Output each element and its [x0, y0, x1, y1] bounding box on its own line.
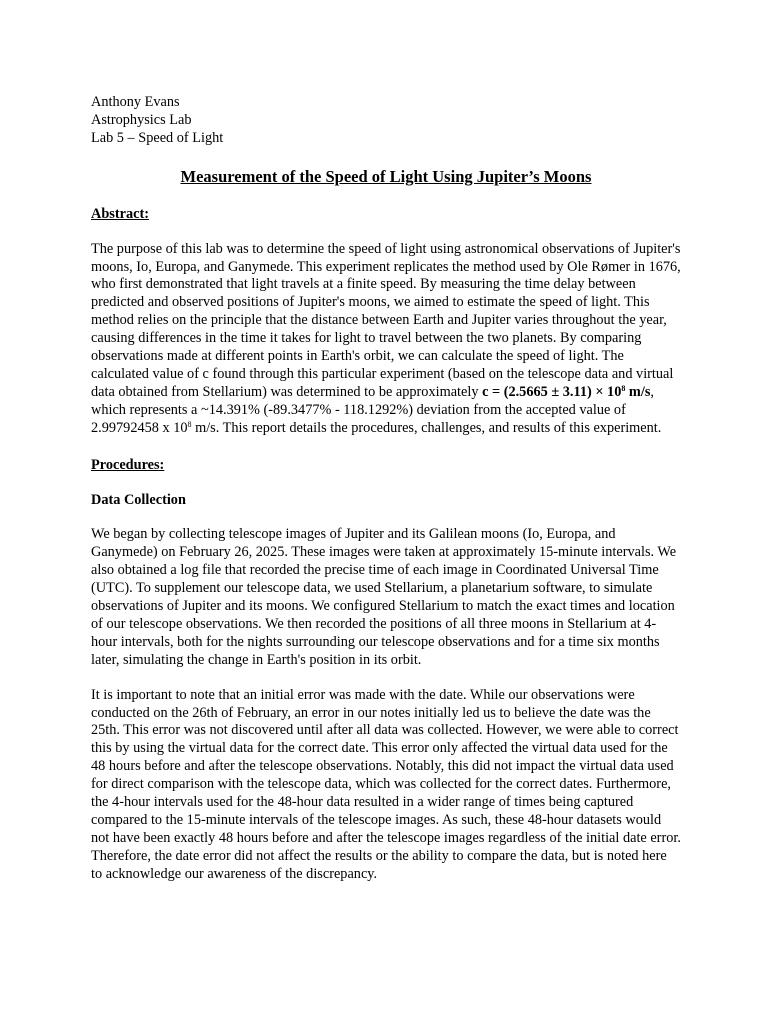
result-unit: m/s — [625, 383, 651, 400]
document-title: Measurement of the Speed of Light Using Jupiter’s Moons — [180, 166, 592, 186]
result-base: c = (2.5665 ± 3.11) × 10 — [482, 383, 622, 400]
lab-name: Lab 5 – Speed of Light — [91, 129, 224, 146]
data-collection-paragraph-1: We began by collecting telescope images of Jupiter and its Galilean moons (Io, Europa, and Ganymede) on February 26, 2025. These images were taken at approximately 15-minute intervals. We also obtained a log file that recorded the precise time of each image in Coordinated Universal Time (UTC). To supplement our telescope data, we used Stellarium, a planetarium software, to simulate observations of Jupiter and its moons. We configured Stellarium to match the exact times and location of our telescope observations. We then recorded the positions of all three moons in Stellarium at 4-hour intervals, both for the nights surrounding our telescope observations and for a time six months later, simulating the change in Earth's position in its orbit. — [91, 526, 677, 668]
result-exponent: 8 — [621, 383, 626, 393]
author-name: Anthony Evans — [91, 94, 180, 110]
abstract-heading: Abstract: — [91, 205, 149, 222]
procedures-heading: Procedures: — [91, 456, 165, 473]
data-collection-paragraph-2: It is important to note that an initial error was made with the date. While our observations were conducted on the 26th of February, an error in our notes initially led us to believe the date was the 25th. This error was not discovered until after all data was collected. However, we were able to correct this by using the virtual data for the correct date. This error only affected the virtual data used for the 48 hours before and after the telescope observations. Notably, this did not impact the virtual data used for direct comparison with the telescope data, which was collected for the correct dates. Furthermore, the 4-hour intervals used for the 48-hour data resulted in a wider range of times being captured compared to the 15-minute intervals of the telescope images. As such, these 48-hour datasets would not have been exactly 48 hours before and after the telescope images regardless of the initial date error. Therefore, the date error did not affect the results or the ability to compare the data, but is noted here to acknowledge our awareness of the discrepancy. — [91, 686, 681, 882]
accepted-exponent: 8 — [187, 419, 192, 429]
document-header — [91, 94, 681, 148]
abstract-text-middle: , which represents a ~14.391% (-89.3477% - 118.1292%) deviation from the accepted value of 2.99792458 x 10 — [91, 383, 654, 436]
result-value — [482, 384, 650, 400]
document-page — [91, 94, 681, 884]
data-collection-heading: Data Collection — [91, 491, 186, 508]
course-name: Astrophysics Lab — [91, 111, 192, 128]
abstract-text-after: m/s. This report details the procedures, challenges, and results of this experiment. — [191, 419, 662, 436]
abstract-paragraph — [91, 241, 681, 438]
abstract-text-before: The purpose of this lab was to determine the speed of light using astronomical observations of Jupiter's moons, Io, Europa, and Ganymede. This experiment replicates the method used by Ole Rømer in 1676, who first demonstrated that light travels at a finite speed. By measuring the time delay between predicted and observed positions of Jupiter's moons, we aimed to estimate the speed of light. This method relies on the principle that the distance between Earth and Jupiter varies throughout the year, causing differences in the time it takes for light to travel between the two planets. By comparing observations made at different points in Earth's orbit, we can calculate the speed of light. The calculated value of c found through this particular experiment (based on the telescope data and virtual data obtained from Stellarium) was determined to be approximately — [91, 240, 681, 400]
